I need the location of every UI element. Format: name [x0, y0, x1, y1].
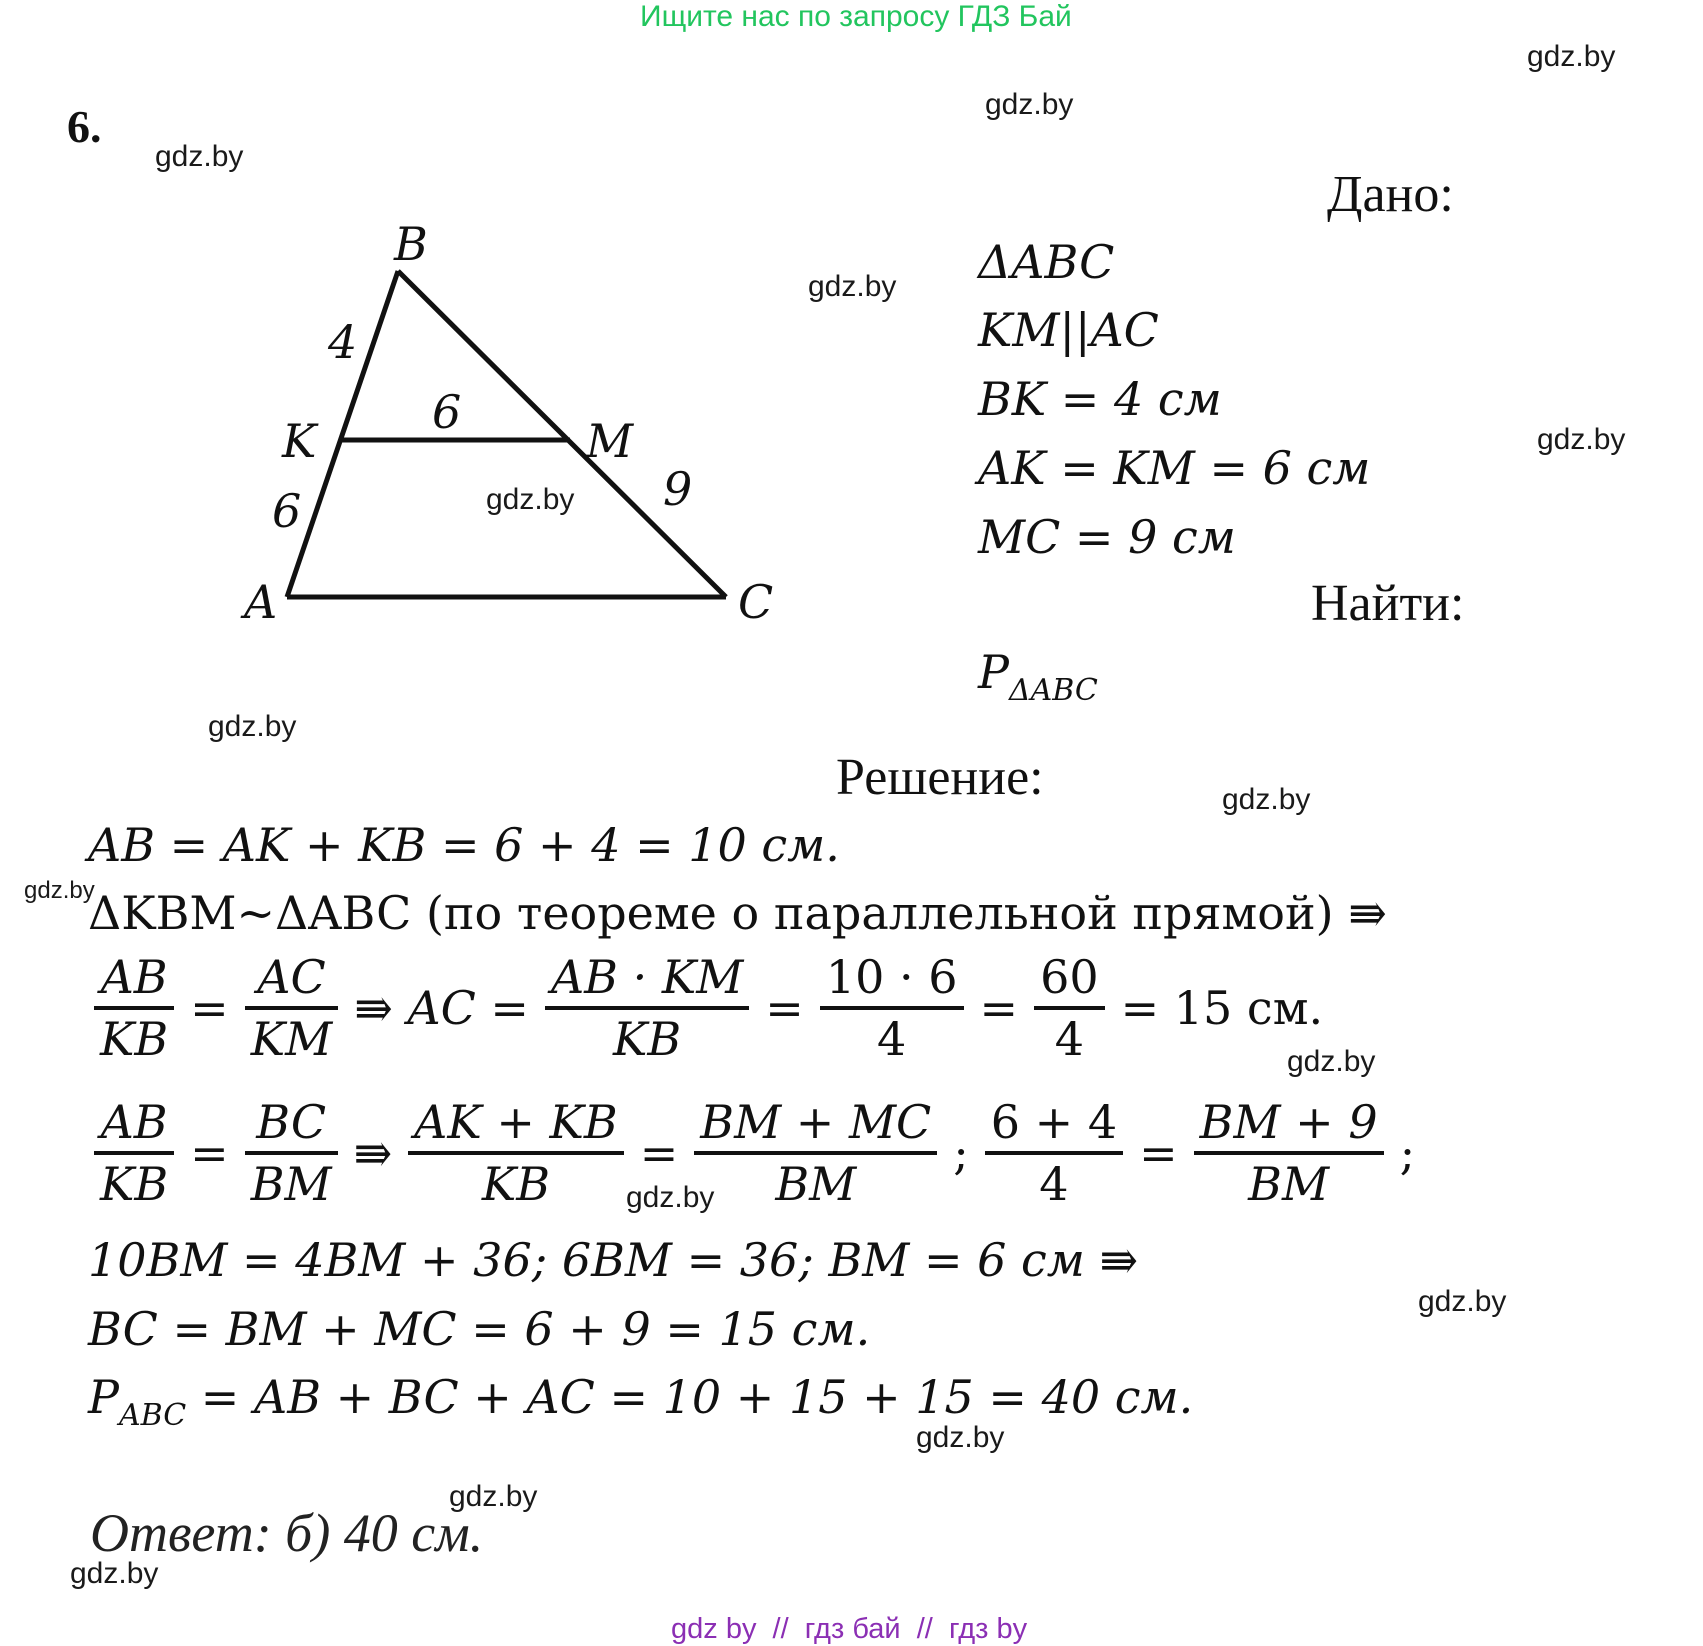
given-heading: Дано: — [1327, 166, 1454, 223]
watermark: gdz.by — [208, 710, 297, 743]
perimeter-symbol: P — [88, 1370, 119, 1424]
vertex-label-a: A — [244, 575, 278, 629]
given-line: ΔABC — [978, 235, 1115, 289]
watermark: gdz.by — [24, 877, 95, 904]
solution-line-6: BC = BM + MC = 6 + 9 = 15 см. — [88, 1302, 871, 1356]
fraction — [1194, 1095, 1384, 1211]
fraction — [1034, 950, 1105, 1066]
solution-line-1: AB = AK + KB = 6 + 4 = 10 см. — [88, 818, 840, 872]
fraction — [94, 1095, 174, 1211]
fraction-denominator: BM — [694, 1151, 937, 1211]
watermark: gdz.by — [985, 88, 1074, 121]
fraction-numerator: AB — [100, 1095, 168, 1149]
solution-equation-4 — [88, 1095, 1415, 1211]
solution-equation-3 — [88, 950, 1323, 1066]
fraction-numerator: AB · KM — [550, 950, 744, 1004]
fraction-denominator: BM — [1194, 1151, 1384, 1211]
solution-heading: Решение: — [836, 749, 1044, 806]
length-label-mc: 9 — [663, 462, 693, 516]
watermark: gdz.by — [449, 1480, 538, 1513]
answer: Ответ: б) 40 см. — [90, 1503, 484, 1563]
equals-sign: = — [190, 1126, 229, 1180]
fraction-numerator: AB — [100, 950, 168, 1004]
watermark: gdz.by — [1537, 423, 1626, 456]
watermark: gdz.by — [1418, 1285, 1507, 1318]
find-heading: Найти: — [1311, 575, 1465, 632]
fraction-numerator: BC — [256, 1095, 327, 1149]
vertex-label-k: K — [282, 414, 317, 468]
fraction — [245, 950, 338, 1066]
fraction-numerator: 6 + 4 — [990, 1095, 1118, 1149]
fraction-denominator: BM — [245, 1151, 338, 1211]
top-banner: Ищите нас по запросу ГДЗ Бай — [640, 0, 1072, 33]
fraction-denominator: 4 — [820, 1006, 964, 1066]
solution-line-2: ΔKBM~ΔABC (по теореме о параллельной прямой) ⇛ — [88, 886, 1387, 940]
equals-sign: = — [190, 981, 229, 1035]
watermark: gdz.by — [626, 1181, 715, 1214]
implication: ⇛ AC = — [354, 981, 529, 1035]
fraction-denominator: KB — [94, 1151, 174, 1211]
fraction — [694, 1095, 937, 1211]
fraction-numerator: AC — [257, 950, 326, 1004]
result: = 15 см. — [1120, 981, 1324, 1035]
fraction — [820, 950, 964, 1066]
fraction-numerator: 10 · 6 — [825, 950, 958, 1004]
find-main: P — [978, 645, 1009, 699]
implication: ⇛ — [353, 1126, 393, 1180]
watermark: gdz.by — [1287, 1045, 1376, 1078]
perimeter-expression: = AB + BC + AC = 10 + 15 + 15 = 40 см. — [186, 1370, 1194, 1424]
fraction-numerator: BM + MC — [700, 1095, 932, 1149]
fraction-denominator: KB — [408, 1151, 624, 1211]
find-sub: ΔABC — [1008, 673, 1098, 708]
watermark: gdz.by — [808, 270, 897, 303]
separator: ; — [1399, 1126, 1416, 1180]
bottom-banner: gdz by // гдз бай // гдз by — [671, 1613, 1028, 1645]
fraction — [545, 950, 749, 1066]
find-expression — [978, 645, 1098, 708]
fraction-numerator: 60 — [1040, 950, 1099, 1004]
fraction-numerator: AK + KB — [414, 1095, 618, 1149]
problem-number: 6. — [67, 101, 102, 152]
fraction-denominator: 4 — [1034, 1006, 1105, 1066]
given-line: MC = 9 см — [978, 510, 1236, 564]
fraction — [245, 1095, 338, 1211]
equals-sign: = — [979, 981, 1019, 1035]
length-label-bk: 4 — [328, 315, 358, 369]
length-label-ak: 6 — [272, 484, 302, 538]
fraction-numerator: BM + 9 — [1199, 1095, 1378, 1149]
fraction-denominator: KB — [94, 1006, 174, 1066]
solution-line-5: 10BM = 4BM + 36; 6BM = 36; BM = 6 см ⇛ — [88, 1233, 1139, 1287]
vertex-label-b: B — [394, 217, 428, 271]
separator: ; — [953, 1126, 969, 1180]
watermark: gdz.by — [155, 140, 244, 173]
length-label-km: 6 — [432, 385, 462, 439]
given-line: KM||AC — [978, 303, 1159, 357]
perimeter-subscript: ABC — [118, 1398, 187, 1433]
fraction-denominator: 4 — [985, 1151, 1123, 1211]
fraction — [408, 1095, 624, 1211]
solution-line-7 — [88, 1370, 1193, 1433]
watermark: gdz.by — [1527, 40, 1616, 73]
vertex-label-m: M — [586, 414, 634, 468]
fraction — [94, 950, 174, 1066]
watermark: gdz.by — [486, 483, 575, 516]
watermark: gdz.by — [1222, 783, 1311, 816]
watermark: gdz.by — [70, 1557, 159, 1590]
equals-sign: = — [765, 981, 804, 1035]
triangle-figure — [230, 215, 790, 635]
equals-sign: = — [639, 1126, 679, 1180]
fraction — [985, 1095, 1123, 1211]
watermark: gdz.by — [916, 1421, 1005, 1454]
fraction-denominator: KB — [545, 1006, 749, 1066]
equals-sign: = — [1139, 1126, 1178, 1180]
fraction-denominator: KM — [245, 1006, 338, 1066]
vertex-label-c: C — [738, 575, 774, 629]
given-line: BK = 4 см — [978, 372, 1222, 426]
given-line: AK = KM = 6 см — [978, 441, 1371, 495]
